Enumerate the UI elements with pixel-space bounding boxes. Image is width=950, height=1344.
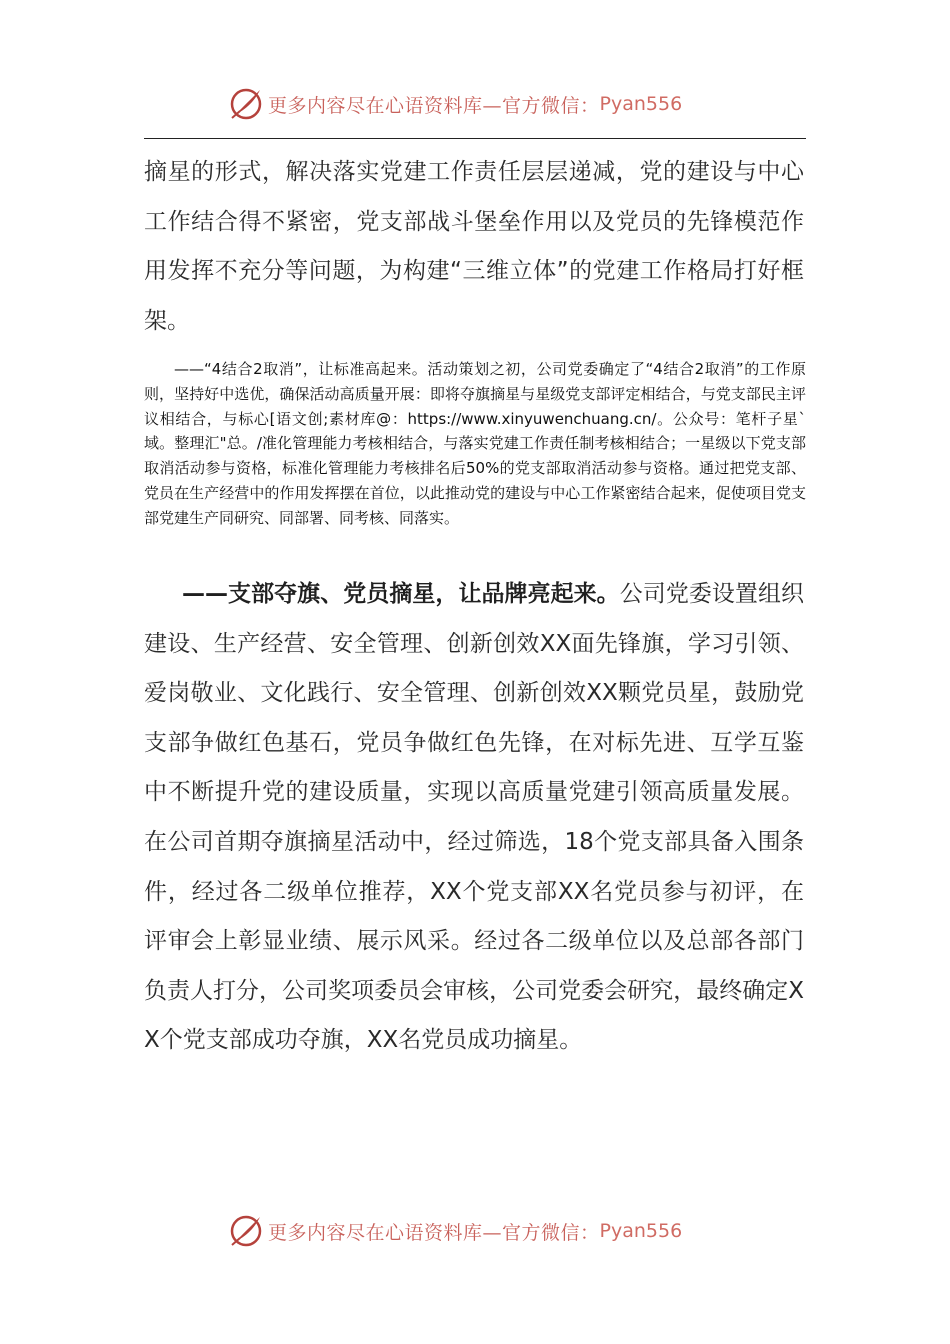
paragraph-3	[144, 570, 804, 1066]
paragraph-2: ——“4结合2取消”，让标准高起来。活动策划之初，公司党委确定了“4结合2取消”的工作原则，坚持好中选优，确保活动高质量开展：即将夺旗摘星与星级党支部评定相结合，与党支部民主评议相结合，与标心[语文创;素材库@：https://www.xinyuwenchuang.cn/。公众号：笔杆子星`域。整理汇"总。/准化管理能力考核相结合，与落实党建工作责任制考核相结合；一星级以下党支部取消活动参与资格，标准化管理能力考核排名后50%的党支部取消活动参与资格。通过把党支部、党员在生产经营中的作用发挥摆在首位，以此推动党的建设与中心工作紧密结合起来，促使项目党支部党建生产同研究、同部署、同考核、同落实。	[144, 360, 806, 527]
banner-text: 更多内容尽在心语资料库—官方微信：	[268, 1221, 600, 1244]
wechat-id: Pyan556	[599, 93, 683, 115]
footer-banner	[228, 1211, 788, 1251]
paragraph-3-heading: ——支部夺旗、党员摘星，让品牌亮起来。	[182, 581, 620, 607]
paragraph-1: 摘星的形式，解决落实党建工作责任层层递减，党的建设与中心工作结合得不紧密，党支部战斗堡垒作用以及党员的先锋模范作用发挥不充分等问题，为构建“三维立体”的党建工作格局打好框架。	[144, 159, 804, 334]
header-divider	[144, 138, 806, 139]
header-banner	[228, 84, 788, 124]
banner-text: 更多内容尽在心语资料库—官方微信：	[268, 94, 600, 117]
quill-logo-icon	[228, 86, 264, 122]
quill-logo-icon	[228, 1213, 264, 1249]
wechat-id: Pyan556	[599, 1220, 683, 1242]
paragraph-3-body: 公司党委设置组织建设、生产经营、安全管理、创新创效XX面先锋旗，学习引领、爱岗敬业、文化践行、安全管理、创新创效XX颗党员星，鼓励党支部争做红色基石，党员争做红色先锋，在对标先进、互学互鉴中不断提升党的建设质量，实现以高质量党建引领高质量发展。在公司首期夺旗摘星活动中，经过筛选，18个党支部具备入围条件，经过各二级单位推荐，XX个党支部XX名党员参与初评，在评审会上彰显业绩、展示风采。经过各二级单位以及总部各部门负责人打分，公司奖项委员会审核，公司党委会研究，最终确定XX个党支部成功夺旗，XX名党员成功摘星。	[144, 581, 805, 1054]
